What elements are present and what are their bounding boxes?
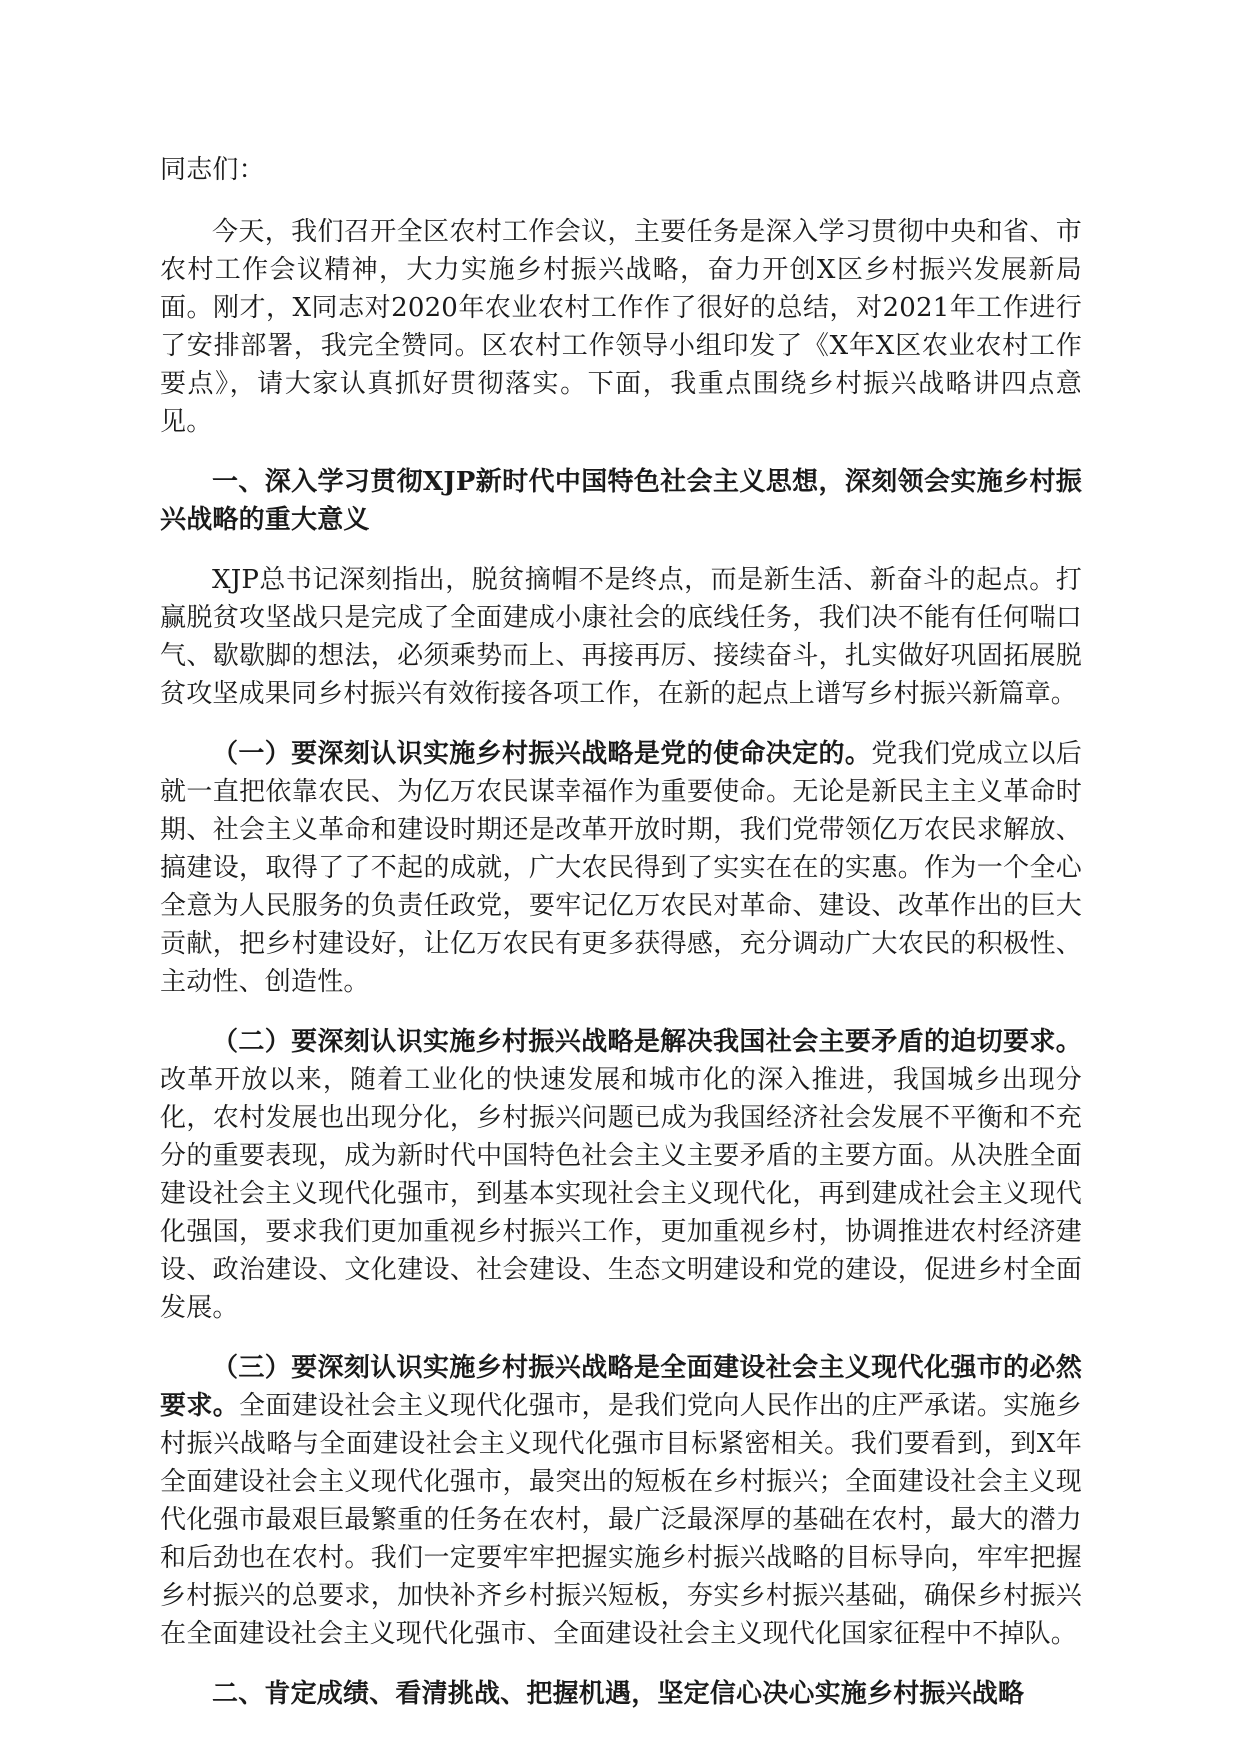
point-1-lead: （一）要深刻认识实施乡村振兴战略是党的使命决定的。 xyxy=(212,739,872,769)
point-2-body: 改革开放以来，随着工业化的快速发展和城市化的深入推进，我国城乡出现分化，农村发展也出现分化，乡村振兴问题已成为我国经济社会发展不平衡和不充分的重要表现，成为新时代中国特色社会主义主要矛盾的主要方面。从决胜全面建设社会主义现代化强市，到基本实现社会主义现代化，再到建成社会主义现代化强国，要求我们更加重视乡村振兴工作，更加重视乡村，协调推进农村经济建设、政治建设、文化建设、社会建设、生态文明建设和党的建设，促进乡村全面发展。 xyxy=(160,1065,1082,1323)
document-page xyxy=(160,151,1082,1735)
point-1-paragraph xyxy=(160,735,1082,1001)
section-1-paragraph: XJP总书记深刻指出，脱贫摘帽不是终点，而是新生活、新奋斗的起点。打赢脱贫攻坚战只是完成了全面建成小康社会的底线任务，我们决不能有任何喘口气、歇歇脚的想法，必须乘势而上、再接再厉、接续奋斗，扎实做好巩固拓展脱贫攻坚成果同乡村振兴有效衔接各项工作，在新的起点上谱写乡村振兴新篇章。 xyxy=(160,565,1082,709)
section-2-heading: 二、肯定成绩、看清挑战、把握机遇，坚定信心决心实施乡村振兴战略 xyxy=(212,1679,1025,1709)
point-3-lead: （三）要深刻认识实施乡村振兴战略是全面建设社会主义现代化强市的必然要求。 xyxy=(160,1353,1082,1421)
intro-paragraph: 今天，我们召开全区农村工作会议，主要任务是深入学习贯彻中央和省、市农村工作会议精神，大力实施乡村振兴战略，奋力开创X区乡村振兴发展新局面。刚才，X同志对2020年农业农村工作作了很好的总结，对2021年工作进行了安排部署，我完全赞同。区农村工作领导小组印发了《X年X区农业农村工作要点》，请大家认真抓好贯彻落实。下面，我重点围绕乡村振兴战略讲四点意见。 xyxy=(160,217,1082,437)
section-1-heading: 一、深入学习贯彻XJP新时代中国特色社会主义思想，深刻领会实施乡村振兴战略的重大意义 xyxy=(160,467,1082,535)
salutation: 同志们： xyxy=(160,155,265,185)
point-3-body: 全面建设社会主义现代化强市，是我们党向人民作出的庄严承诺。实施乡村振兴战略与全面建设社会主义现代化强市目标紧密相关。我们要看到，到X年全面建设社会主义现代化强市，最突出的短板在乡村振兴；全面建设社会主义现代化强市最艰巨最繁重的任务在农村，最广泛最深厚的基础在农村，最大的潜力和后劲也在农村。我们一定要牢牢把握实施乡村振兴战略的目标导向，牢牢把握乡村振兴的总要求，加快补齐乡村振兴短板，夯实乡村振兴基础，确保乡村振兴在全面建设社会主义现代化强市、全面建设社会主义现代化国家征程中不掉队。 xyxy=(160,1391,1082,1649)
point-3-paragraph xyxy=(160,1349,1082,1653)
point-2-lead: （二）要深刻认识实施乡村振兴战略是解决我国社会主要矛盾的迫切要求。 xyxy=(212,1027,1082,1057)
point-1-body: 党我们党成立以后就一直把依靠农民、为亿万农民谋幸福作为重要使命。无论是新民主主义革命时期、社会主义革命和建设时期还是改革开放时期，我们党带领亿万农民求解放、搞建设，取得了了不起的成就，广大农民得到了实实在在的实惠。作为一个全心全意为人民服务的负责任政党，要牢记亿万农民对革命、建设、改革作出的巨大贡献，把乡村建设好，让亿万农民有更多获得感，充分调动广大农民的积极性、主动性、创造性。 xyxy=(160,739,1082,997)
point-2-paragraph xyxy=(160,1023,1082,1327)
